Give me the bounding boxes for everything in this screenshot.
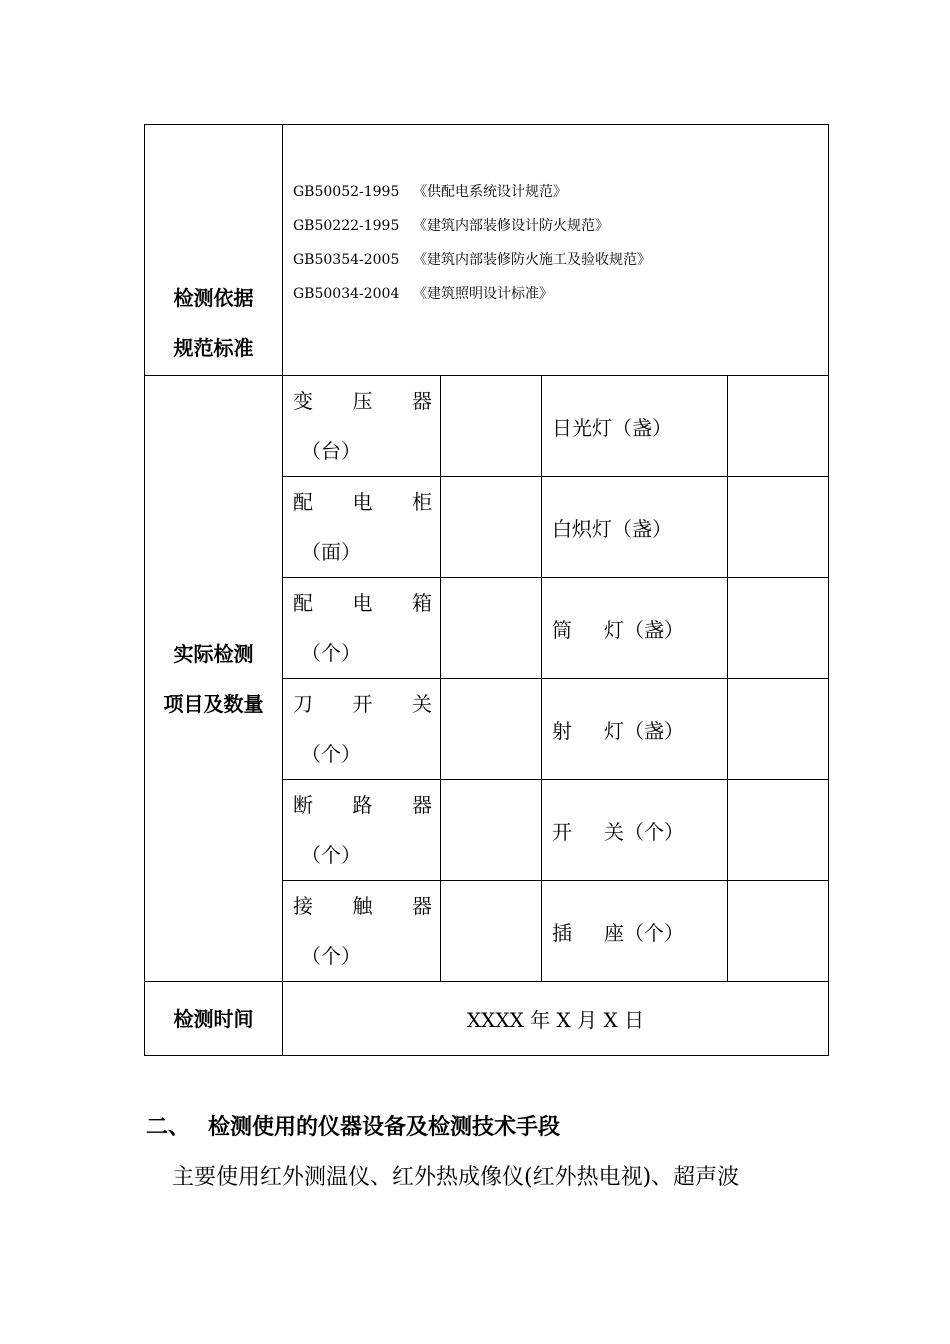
standards-cell	[283, 125, 829, 376]
items-label-line1: 实际检测	[173, 641, 254, 666]
item-value-cell[interactable]	[441, 881, 542, 982]
item-spotlight: 射 灯（盏）	[542, 679, 728, 780]
standard-line	[293, 277, 828, 311]
item-value-cell[interactable]	[441, 679, 542, 780]
section-heading	[146, 1110, 560, 1141]
item-unit: （个）	[301, 641, 361, 665]
item-socket: 插 座（个）	[542, 881, 728, 982]
standard-code: GB50354-2005	[293, 252, 400, 268]
standard-title: 《建筑内部装修防火施工及验收规范》	[413, 252, 651, 268]
basis-label-cell	[145, 125, 283, 376]
item-fluorescent-lamp: 日光灯（盏）	[542, 376, 728, 477]
item-value-cell[interactable]	[441, 477, 542, 578]
item-value-cell[interactable]	[728, 679, 829, 780]
item-value-cell[interactable]	[441, 578, 542, 679]
item-value-cell[interactable]	[441, 376, 542, 477]
basis-label-line1: 检测依据	[173, 286, 254, 310]
item-unit: （台）	[301, 439, 361, 463]
item-distribution-box: 配 电 箱 （个）	[283, 578, 441, 679]
item-unit: （个）	[301, 742, 361, 766]
item-unit: （个）	[301, 944, 361, 968]
standard-line	[293, 243, 828, 277]
items-label-cell	[145, 376, 283, 982]
time-label-cell: 检测时间	[145, 982, 283, 1056]
item-value-cell[interactable]	[728, 477, 829, 578]
item-contactor: 接 触 器 （个）	[283, 881, 441, 982]
item-circuit-breaker: 断 路 器 （个）	[283, 780, 441, 881]
item-unit: （面）	[301, 540, 361, 564]
basis-label-line2: 规范标准	[173, 336, 254, 360]
standard-code: GB50222-1995	[293, 218, 400, 234]
standard-title: 《建筑内部装修设计防火规范》	[413, 218, 609, 234]
item-value-cell[interactable]	[728, 780, 829, 881]
standard-line	[293, 175, 828, 209]
item-knife-switch: 刀 开 关 （个）	[283, 679, 441, 780]
standard-title: 《建筑照明设计标准》	[413, 286, 553, 302]
section-title: 检测使用的仪器设备及检测技术手段	[208, 1115, 561, 1140]
item-distribution-cabinet: 配 电 柜 （面）	[283, 477, 441, 578]
standard-code: GB50052-1995	[293, 184, 400, 200]
inspection-table	[144, 124, 829, 1056]
time-value-cell: XXXX 年 X 月 X 日	[283, 982, 829, 1056]
item-value-cell[interactable]	[728, 376, 829, 477]
item-incandescent-lamp: 白炽灯（盏）	[542, 477, 728, 578]
item-switch: 开 关（个）	[542, 780, 728, 881]
items-label-line2: 项目及数量	[163, 691, 264, 716]
standard-title: 《供配电系统设计规范》	[413, 184, 567, 200]
item-value-cell[interactable]	[441, 780, 542, 881]
item-downlight: 筒 灯（盏）	[542, 578, 728, 679]
standard-line	[293, 209, 828, 243]
item-value-cell[interactable]	[728, 881, 829, 982]
item-unit: （个）	[301, 843, 361, 867]
item-transformer: 变 压 器 （台）	[283, 376, 441, 477]
standard-code: GB50034-2004	[293, 286, 400, 302]
body-paragraph: 主要使用红外测温仪、红外热成像仪(红外热电视)、超声波	[172, 1165, 740, 1190]
item-value-cell[interactable]	[728, 578, 829, 679]
section-number: 二、	[146, 1115, 191, 1140]
